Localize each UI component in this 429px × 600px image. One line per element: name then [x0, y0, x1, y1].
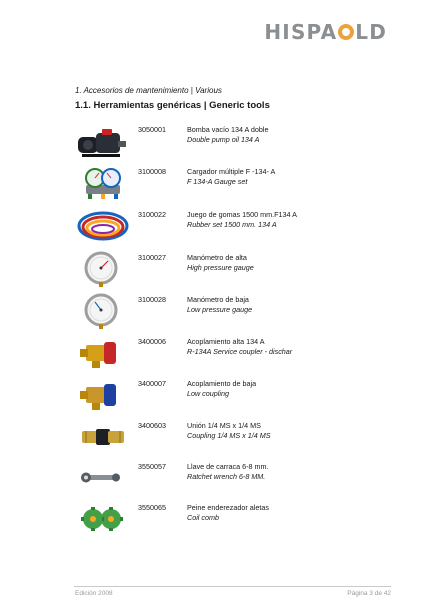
product-item [74, 249, 374, 289]
item-description: Juego de gomas 1500 mm.F134 A [187, 210, 297, 219]
item-code: 3100028 [138, 295, 166, 304]
item-description-en: Coupling 1/4 MS x 1/4 MS [187, 431, 271, 440]
footer-edition: Edición 2008 [75, 590, 113, 597]
item-description: Cargador múltiple F -134- A [187, 167, 276, 176]
item-description: Acoplamiento alta 134 A [187, 337, 265, 346]
hose-set-icon [74, 206, 132, 246]
footer-divider [74, 586, 391, 587]
footer-page-number: Página 3 de 42 [347, 590, 391, 597]
item-description-en: Double pump oil 134 A [187, 135, 260, 144]
item-description: Llave de carraca 6-8 mm. [187, 462, 269, 471]
brand-part1: HISPA [264, 20, 338, 44]
item-description-en: F 134-A Gauge set [187, 177, 248, 186]
product-item [74, 499, 374, 539]
product-item [74, 206, 374, 246]
item-code: 3550057 [138, 462, 166, 471]
union-fitting-icon [74, 417, 132, 457]
item-description-en: Low coupling [187, 389, 229, 398]
section-title: 1. Accesorios de mantenimiento | Various [75, 86, 222, 95]
item-description: Unión 1/4 MS x 1/4 MS [187, 421, 261, 430]
pressure-gauge-icon [74, 249, 132, 289]
item-code: 3100022 [138, 210, 166, 219]
subsection-title: 1.1. Herramientas genéricas | Generic tools [75, 100, 270, 111]
product-item [74, 375, 374, 415]
item-description-en: High pressure gauge [187, 263, 254, 272]
coupler-icon [74, 333, 132, 373]
brand-part2: LD [355, 20, 387, 44]
product-item [74, 121, 374, 161]
item-description-en: R-134A Service coupler - dischar [187, 347, 293, 356]
item-code: 3400007 [138, 379, 166, 388]
vacuum-pump-icon [74, 121, 132, 161]
item-code: 3400006 [138, 337, 166, 346]
item-description: Manómetro de alta [187, 253, 247, 262]
item-description-en: Low pressure gauge [187, 305, 253, 314]
product-item [74, 291, 374, 331]
manifold-gauge-icon [74, 163, 132, 203]
pressure-gauge-icon [74, 291, 132, 331]
fin-comb-icon [74, 499, 132, 539]
ratchet-wrench-icon [74, 458, 132, 498]
logo-ring-icon [338, 24, 354, 40]
item-description: Peine enderezador aletas [187, 503, 269, 512]
item-description-en: Ratchet wrench 6-8 MM. [187, 472, 266, 481]
item-code: 3400603 [138, 421, 166, 430]
item-description: Bomba vacío 134 A doble [187, 125, 269, 134]
item-description-en: Coil comb [187, 513, 219, 522]
item-code: 3550065 [138, 503, 166, 512]
item-code: 3100008 [138, 167, 166, 176]
item-description-en: Rubber set 1500 mm. 134 A [187, 220, 277, 229]
product-item [74, 417, 374, 457]
item-code: 3050001 [138, 125, 166, 134]
product-item [74, 163, 374, 203]
product-item [74, 333, 374, 373]
item-code: 3100027 [138, 253, 166, 262]
item-description: Manómetro de baja [187, 295, 249, 304]
brand-logo [264, 16, 387, 48]
item-description: Acoplamiento de baja [187, 379, 257, 388]
coupler-icon [74, 375, 132, 415]
product-item [74, 458, 374, 498]
